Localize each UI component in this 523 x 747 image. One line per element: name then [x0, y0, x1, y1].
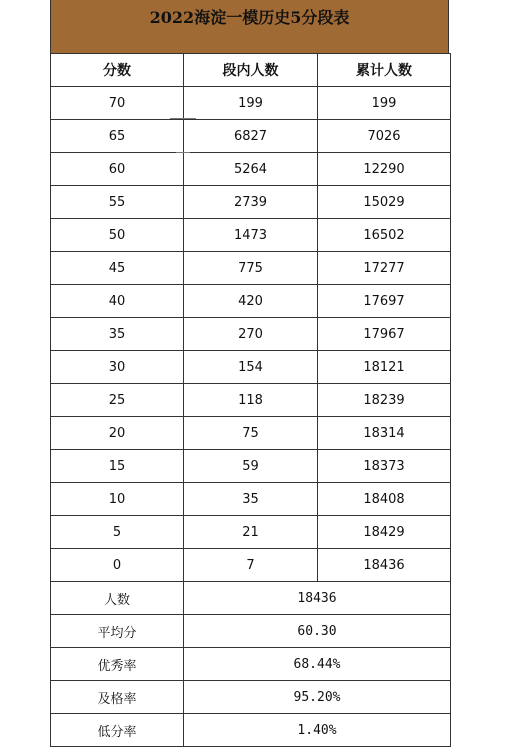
count-cell: 154 — [184, 351, 318, 384]
score-cell: 70 — [51, 87, 184, 120]
score-cell: 25 — [51, 384, 184, 417]
count-cell: 5264 — [184, 153, 318, 186]
score-cell: 20 — [51, 417, 184, 450]
summary-row — [51, 582, 451, 615]
summary-row — [51, 615, 451, 648]
count-cell: 118 — [184, 384, 318, 417]
summary-value: 60.30 — [184, 615, 451, 648]
count-cell: 21 — [184, 516, 318, 549]
score-cell: 30 — [51, 351, 184, 384]
score-cell: 5 — [51, 516, 184, 549]
count-cell: 270 — [184, 318, 318, 351]
count-cell: 2739 — [184, 186, 318, 219]
count-cell: 6827 — [184, 120, 318, 153]
summary-row — [51, 648, 451, 681]
summary-label: 平均分 — [51, 615, 184, 648]
count-cell: 1473 — [184, 219, 318, 252]
score-cell: 50 — [51, 219, 184, 252]
score-cell: 15 — [51, 450, 184, 483]
cumulative-cell: 17967 — [318, 318, 451, 351]
table-row — [51, 219, 451, 252]
cumulative-cell: 12290 — [318, 153, 451, 186]
summary-label: 低分率 — [51, 714, 184, 747]
summary-value: 18436 — [184, 582, 451, 615]
summary-value: 1.40% — [184, 714, 451, 747]
cumulative-cell: 18121 — [318, 351, 451, 384]
cumulative-cell: 16502 — [318, 219, 451, 252]
cumulative-cell: 18436 — [318, 549, 451, 582]
count-cell: 7 — [184, 549, 318, 582]
table-row — [51, 483, 451, 516]
table-row — [51, 153, 451, 186]
score-cell: 10 — [51, 483, 184, 516]
score-table-sheet — [50, 0, 449, 747]
table-row — [51, 252, 451, 285]
score-cell: 55 — [51, 186, 184, 219]
summary-label: 优秀率 — [51, 648, 184, 681]
table-row — [51, 516, 451, 549]
table-row — [51, 549, 451, 582]
count-cell: 199 — [184, 87, 318, 120]
score-cell: 35 — [51, 318, 184, 351]
cumulative-cell: 7026 — [318, 120, 451, 153]
table-row — [51, 186, 451, 219]
summary-row — [51, 714, 451, 747]
summary-label: 人数 — [51, 582, 184, 615]
score-cell: 0 — [51, 549, 184, 582]
scan-artifact-line — [176, 152, 190, 153]
table-row — [51, 285, 451, 318]
cumulative-cell: 17277 — [318, 252, 451, 285]
header-cumulative: 累计人数 — [318, 54, 451, 87]
summary-label: 及格率 — [51, 681, 184, 714]
table-row — [51, 417, 451, 450]
header-score: 分数 — [51, 54, 184, 87]
table-title: 2022海淀一模历史5分段表 — [50, 0, 449, 53]
count-cell: 775 — [184, 252, 318, 285]
count-cell: 35 — [184, 483, 318, 516]
count-cell: 420 — [184, 285, 318, 318]
summary-row — [51, 681, 451, 714]
summary-value: 95.20% — [184, 681, 451, 714]
cumulative-cell: 199 — [318, 87, 451, 120]
table-row — [51, 318, 451, 351]
score-cell: 40 — [51, 285, 184, 318]
header-row — [51, 54, 451, 87]
count-cell: 59 — [184, 450, 318, 483]
header-count: 段内人数 — [184, 54, 318, 87]
score-distribution-table — [50, 53, 451, 747]
count-cell: 75 — [184, 417, 318, 450]
cumulative-cell: 15029 — [318, 186, 451, 219]
table-row — [51, 351, 451, 384]
cumulative-cell: 18429 — [318, 516, 451, 549]
table-row — [51, 87, 451, 120]
cumulative-cell: 18373 — [318, 450, 451, 483]
score-cell: 45 — [51, 252, 184, 285]
cumulative-cell: 18239 — [318, 384, 451, 417]
score-cell: 60 — [51, 153, 184, 186]
cumulative-cell: 18408 — [318, 483, 451, 516]
cumulative-cell: 18314 — [318, 417, 451, 450]
table-row — [51, 384, 451, 417]
table-row — [51, 450, 451, 483]
table-row — [51, 120, 451, 153]
cumulative-cell: 17697 — [318, 285, 451, 318]
summary-value: 68.44% — [184, 648, 451, 681]
scan-artifact-line — [170, 118, 196, 119]
score-cell: 65 — [51, 120, 184, 153]
